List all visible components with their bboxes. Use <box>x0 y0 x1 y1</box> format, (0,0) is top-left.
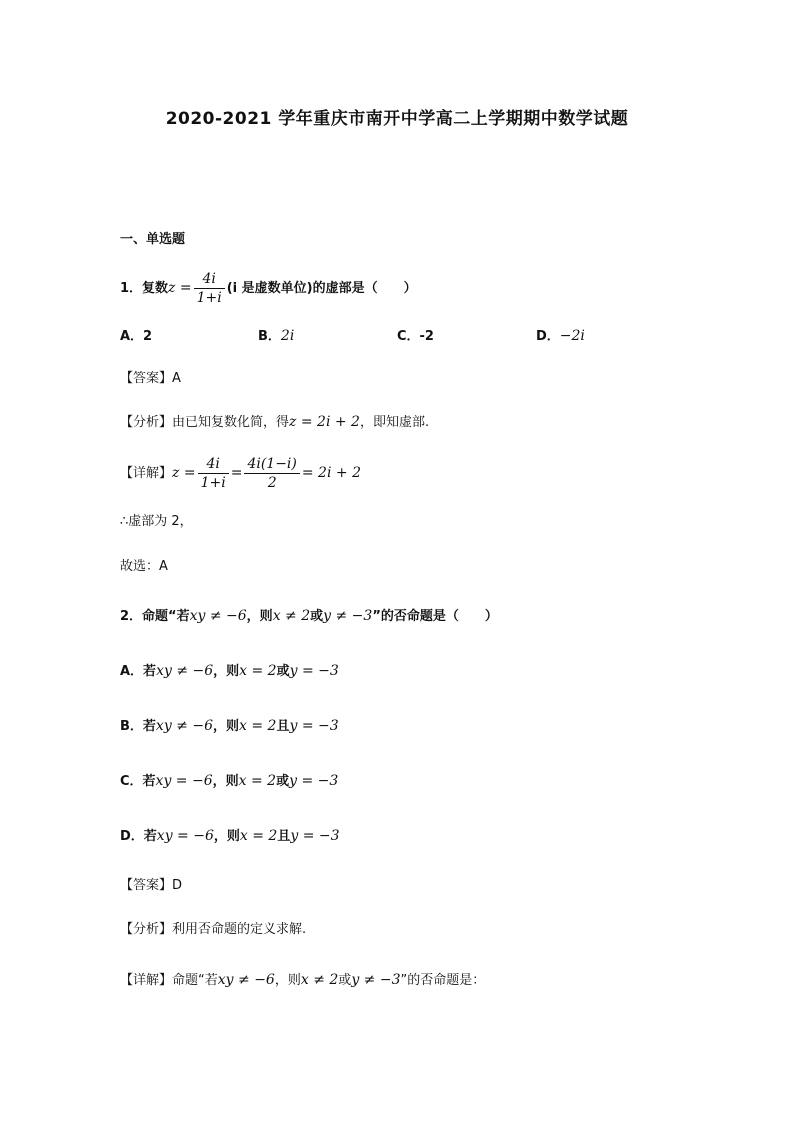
q2-option-d-label: D．若 <box>120 829 157 844</box>
q2-option-c-c3: y = −3 <box>289 773 339 789</box>
q1-option-d-math: −2i <box>559 328 585 344</box>
q1-option-a-label: A．2 <box>120 329 153 344</box>
q2-detail-xy: xy ≠ −6 <box>217 972 275 988</box>
q2-answer <box>120 876 182 896</box>
q2-option-b <box>120 716 339 737</box>
q2-cond-y: y ≠ −3 <box>323 608 373 624</box>
q1-frac-den: 1+i <box>196 290 222 306</box>
q2-option-b-then: ，则 <box>213 719 240 734</box>
q1-detail-f2-num: 4i(1−i) <box>244 455 299 474</box>
q1-detail-z: z = <box>172 465 196 481</box>
q2-answer-value: D <box>172 878 183 893</box>
q1-option-c-label: C．-2 <box>397 329 434 344</box>
q2-suffix: ”的否命题是（ ） <box>372 609 498 624</box>
q2-option-b-label: B．若 <box>120 719 156 734</box>
q1-analysis-post: ，即知虚部. <box>359 415 430 430</box>
q1-detail-f2-den: 2 <box>267 475 277 491</box>
q2-prefix: 2．命题“若 <box>120 609 190 624</box>
q1-fraction <box>194 270 225 307</box>
q1-detail-tail: = 2i + 2 <box>301 465 361 481</box>
q2-analysis-tag: 【分析】 <box>120 922 173 937</box>
q2-option-b-conj: 且 <box>276 719 290 734</box>
q2-answer-tag: 【答案】 <box>120 878 173 893</box>
q2-option-d-then: ，则 <box>213 829 240 844</box>
q2-option-d <box>120 826 340 847</box>
q1-analysis-pre: 由已知复数化简，得 <box>172 415 290 430</box>
q1-answer-value: A <box>172 371 181 386</box>
q2-option-d-c1: xy = −6 <box>156 828 214 844</box>
q1-option-d-label: D． <box>536 329 560 344</box>
q2-option-a-c3: y = −3 <box>289 663 339 679</box>
q2-detail-tag: 【详解】 <box>120 973 173 988</box>
q2-detail-then: ，则 <box>274 973 301 988</box>
q2-option-a <box>120 661 339 682</box>
q2-option-c-conj: 或 <box>276 774 290 789</box>
q1-prefix: 1．复数 <box>120 281 169 296</box>
q1-frac-num: 4i <box>194 270 225 289</box>
q2-option-c-label: C．若 <box>120 774 156 789</box>
q2-option-a-c1: xy ≠ −6 <box>156 663 214 679</box>
q2-detail-or: 或 <box>338 973 352 988</box>
q1-option-a <box>120 325 152 344</box>
q1-suffix: (i 是虚数单位)的虚部是（ ） <box>226 281 417 296</box>
q2-then: ，则 <box>246 609 273 624</box>
q1-conclusion: ∴虚部为 2， <box>120 514 193 529</box>
q1-option-b <box>258 325 294 344</box>
q2-detail-y: y ≠ −3 <box>351 972 401 988</box>
q1-detail-fraction-1 <box>198 455 229 492</box>
section-heading: 一、单选题 <box>120 232 186 247</box>
q2-cond-x: x ≠ 2 <box>272 608 311 624</box>
q1-z-eq: z = <box>168 280 192 296</box>
q2-option-d-conj: 且 <box>277 829 291 844</box>
q1-option-c <box>397 325 434 344</box>
q1-detail-f1-num: 4i <box>198 455 229 474</box>
q2-option-c-then: ，则 <box>212 774 239 789</box>
q2-or: 或 <box>310 609 324 624</box>
question-2 <box>120 606 498 627</box>
q2-option-b-c3: y = −3 <box>289 718 339 734</box>
q1-detail-tag: 【详解】 <box>120 466 173 481</box>
q2-detail <box>120 970 485 991</box>
q2-option-b-c2: x = 2 <box>239 718 277 734</box>
q1-detail-eq: = <box>230 465 243 481</box>
q2-option-c <box>120 771 338 792</box>
q2-option-b-c1: xy ≠ −6 <box>155 718 213 734</box>
q2-analysis-text: 利用否命题的定义求解. <box>172 922 307 937</box>
q2-option-c-c1: xy = −6 <box>155 773 213 789</box>
q1-detail-f1-den: 1+i <box>200 475 226 491</box>
q2-option-a-conj: 或 <box>276 664 290 679</box>
q1-analysis-math: z = 2i + 2 <box>289 414 360 430</box>
q2-option-a-then: ，则 <box>213 664 240 679</box>
document-title: 2020-2021 学年重庆市南开中学高二上学期期中数学试题 <box>165 109 629 129</box>
q1-analysis <box>120 412 429 433</box>
q2-cond-xy: xy ≠ −6 <box>189 608 247 624</box>
question-1 <box>120 270 417 307</box>
q2-detail-x: x ≠ 2 <box>300 972 339 988</box>
q1-detail-fraction-2 <box>244 455 299 492</box>
q1-detail <box>120 455 361 492</box>
q2-option-d-c3: y = −3 <box>290 828 340 844</box>
q1-answer <box>120 369 181 389</box>
q2-option-c-c2: x = 2 <box>238 773 277 789</box>
q1-answer-tag: 【答案】 <box>120 371 173 386</box>
q2-option-a-c2: x = 2 <box>239 663 277 679</box>
q2-detail-pre: 命题“若 <box>172 973 218 988</box>
q1-option-d <box>536 325 585 344</box>
q1-choose: 故选：A <box>120 559 168 574</box>
q2-option-a-label: A．若 <box>120 664 157 679</box>
q2-option-d-c2: x = 2 <box>239 828 278 844</box>
q1-option-b-label: B． <box>258 329 281 344</box>
q1-option-b-math: 2i <box>280 328 295 344</box>
q2-analysis <box>120 920 306 940</box>
q1-analysis-tag: 【分析】 <box>120 415 173 430</box>
q2-detail-post: ”的否命题是： <box>400 973 486 988</box>
